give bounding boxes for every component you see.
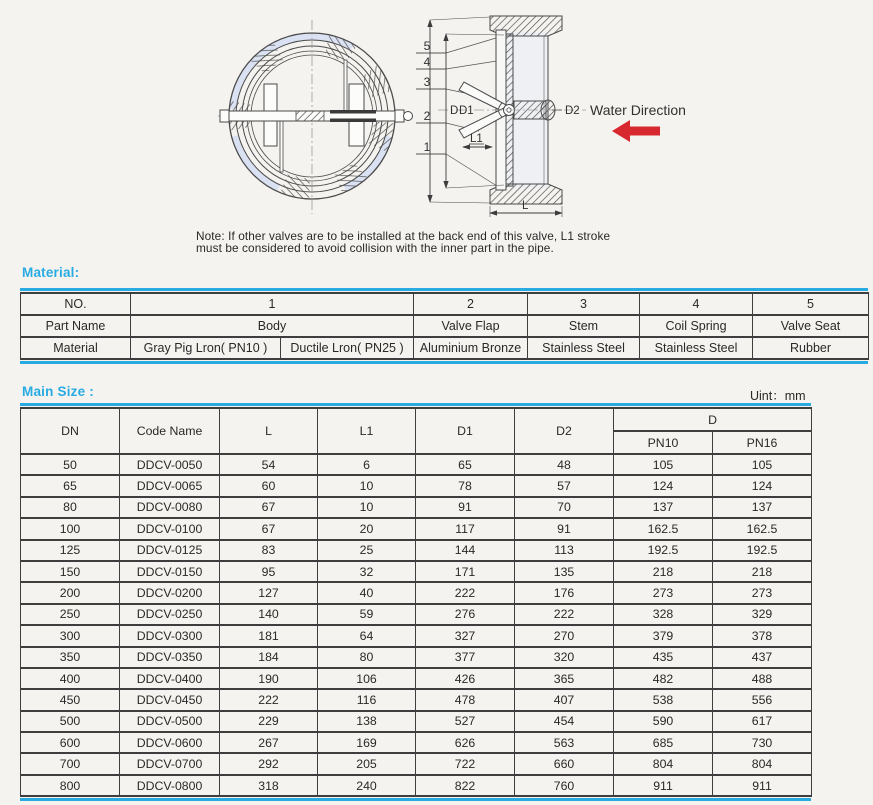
size-table-cell: 137 — [614, 497, 713, 518]
size-table-cell: 273 — [713, 582, 812, 603]
part-label-1: 1 — [423, 140, 431, 154]
size-header-row-1 — [21, 408, 812, 431]
size-table-cell: DDCV-0800 — [120, 775, 220, 796]
size-table-cell: 273 — [614, 582, 713, 603]
size-table-cell: 804 — [713, 753, 812, 774]
size-table-cell: 48 — [515, 454, 614, 475]
size-table-cell: 137 — [713, 497, 812, 518]
material-table — [20, 292, 869, 360]
size-table-cell: 730 — [713, 732, 812, 753]
size-table-row — [21, 647, 812, 668]
part-cell: Body — [131, 315, 414, 337]
size-table-cell: 800 — [21, 775, 120, 796]
size-table-row — [21, 604, 812, 625]
size-table-cell: 125 — [21, 540, 120, 561]
size-table-cell: 116 — [318, 689, 416, 710]
size-table-row — [21, 497, 812, 518]
size-table-cell: 59 — [318, 604, 416, 625]
size-table-cell: 200 — [21, 582, 120, 603]
size-table-cell: DDCV-0065 — [120, 475, 220, 496]
material-row-part — [21, 315, 869, 337]
main-size-table-body — [21, 454, 812, 796]
size-table-cell: 50 — [21, 454, 120, 475]
size-table-cell: 138 — [318, 711, 416, 732]
size-table-cell: 113 — [515, 540, 614, 561]
size-table-cell: 379 — [614, 625, 713, 646]
size-table-cell: 190 — [220, 668, 318, 689]
size-table-cell: 105 — [614, 454, 713, 475]
size-table-cell: 911 — [713, 775, 812, 796]
part-cell: Stem — [528, 315, 640, 337]
size-table-cell: 350 — [21, 647, 120, 668]
size-table-cell: 563 — [515, 732, 614, 753]
size-table-cell: 70 — [515, 497, 614, 518]
size-table-cell: 722 — [416, 753, 515, 774]
size-table-cell: 78 — [416, 475, 515, 496]
size-table-cell: 685 — [614, 732, 713, 753]
size-table-cell: 250 — [21, 604, 120, 625]
col-header-l: L — [220, 408, 318, 454]
material-cell: Rubber — [753, 337, 869, 359]
size-table-cell: 218 — [614, 561, 713, 582]
size-table-cell: 760 — [515, 775, 614, 796]
size-table-cell: 10 — [318, 497, 416, 518]
note-line-2: must be considered to avoid collision with the inner part in the pipe. — [196, 240, 554, 255]
size-table-cell: 91 — [515, 518, 614, 539]
size-table-cell: DDCV-0150 — [120, 561, 220, 582]
size-table-cell: 292 — [220, 753, 318, 774]
material-cell: Aluminium Bronze — [414, 337, 528, 359]
size-table-cell: 267 — [220, 732, 318, 753]
no-cell: 5 — [753, 293, 869, 315]
size-table-cell: 617 — [713, 711, 812, 732]
size-table-cell: 32 — [318, 561, 416, 582]
water-direction — [590, 102, 686, 142]
size-table-cell: 20 — [318, 518, 416, 539]
size-table-cell: 328 — [614, 604, 713, 625]
material-section-title: Material: — [22, 265, 80, 280]
size-table-cell: 527 — [416, 711, 515, 732]
size-table-row — [21, 561, 812, 582]
size-table-cell: 365 — [515, 668, 614, 689]
size-table-cell: DDCV-0600 — [120, 732, 220, 753]
size-table-cell: 700 — [21, 753, 120, 774]
size-table-cell: 10 — [318, 475, 416, 496]
size-table-cell: 911 — [614, 775, 713, 796]
size-table-cell: 320 — [515, 647, 614, 668]
size-table-cell: 176 — [515, 582, 614, 603]
size-table-cell: DDCV-0450 — [120, 689, 220, 710]
size-table-row — [21, 689, 812, 710]
size-table-cell: 127 — [220, 582, 318, 603]
size-table-row — [21, 775, 812, 796]
col-header-code: Code Name — [120, 408, 220, 454]
size-table-cell: 822 — [416, 775, 515, 796]
size-table-cell: 229 — [220, 711, 318, 732]
size-table-cell: 327 — [416, 625, 515, 646]
size-table-cell: 205 — [318, 753, 416, 774]
front-view-drawing — [206, 10, 417, 221]
unit-label: Uint：mm — [750, 389, 806, 403]
no-cell: 4 — [640, 293, 753, 315]
size-table-cell: 83 — [220, 540, 318, 561]
size-table-cell: 600 — [21, 732, 120, 753]
size-table-row — [21, 711, 812, 732]
size-table-cell: 538 — [614, 689, 713, 710]
size-table-cell: 378 — [713, 625, 812, 646]
size-table-cell: 218 — [713, 561, 812, 582]
size-table-cell: 40 — [318, 582, 416, 603]
size-table-cell: 437 — [713, 647, 812, 668]
part-cell: Coil Spring — [640, 315, 753, 337]
size-table-cell: 804 — [614, 753, 713, 774]
valve-technical-drawing — [0, 0, 873, 228]
size-table-cell: 556 — [713, 689, 812, 710]
water-direction-label: Water Direction — [590, 102, 686, 118]
col-header-l1: L1 — [318, 408, 416, 454]
size-table-cell: 65 — [416, 454, 515, 475]
size-table-row — [21, 732, 812, 753]
size-table-cell: 184 — [220, 647, 318, 668]
size-table-cell: 276 — [416, 604, 515, 625]
size-table-cell: 169 — [318, 732, 416, 753]
size-table-cell: 329 — [713, 604, 812, 625]
size-table-row — [21, 668, 812, 689]
water-direction-arrow-icon — [612, 120, 660, 142]
size-table-cell: DDCV-0500 — [120, 711, 220, 732]
size-table-cell: 64 — [318, 625, 416, 646]
size-table-cell: 144 — [416, 540, 515, 561]
size-table-cell: 135 — [515, 561, 614, 582]
dim-label-d2: D2 — [565, 105, 580, 117]
size-table-cell: 162.5 — [713, 518, 812, 539]
size-table-cell: 105 — [713, 454, 812, 475]
size-table-cell: DDCV-0125 — [120, 540, 220, 561]
material-cell: Stainless Steel — [528, 337, 640, 359]
col-header-dn: DN — [21, 408, 120, 454]
size-table-cell: 192.5 — [713, 540, 812, 561]
size-table-cell: 124 — [713, 475, 812, 496]
size-table-cell: 482 — [614, 668, 713, 689]
no-cell: 3 — [528, 293, 640, 315]
size-table-cell: 80 — [21, 497, 120, 518]
size-table-cell: 6 — [318, 454, 416, 475]
col-header-pn16: PN16 — [713, 431, 812, 454]
size-table-cell: 150 — [21, 561, 120, 582]
size-table-cell: DDCV-0250 — [120, 604, 220, 625]
size-table-cell: 117 — [416, 518, 515, 539]
size-table-cell: 80 — [318, 647, 416, 668]
size-table-cell: 300 — [21, 625, 120, 646]
size-table-row — [21, 625, 812, 646]
size-table-cell: 318 — [220, 775, 318, 796]
size-table-cell: 400 — [21, 668, 120, 689]
size-table-cell: 377 — [416, 647, 515, 668]
row-header-material: Material — [21, 337, 131, 359]
dim-label-l: L — [522, 200, 529, 212]
material-cell: Gray Pig Lron( PN10 ) — [131, 337, 281, 359]
size-table-cell: 65 — [21, 475, 120, 496]
material-cell: Stainless Steel — [640, 337, 753, 359]
size-table-cell: 100 — [21, 518, 120, 539]
dim-label-l1: L1 — [470, 133, 483, 145]
size-table-cell: 407 — [515, 689, 614, 710]
size-table-cell: 54 — [220, 454, 318, 475]
dim-label-d1: D1 — [459, 105, 474, 117]
size-table-cell: 450 — [21, 689, 120, 710]
note-line-1: Note: If other valves are to be installed at the back end of this valve, L1 stroke — [196, 229, 611, 243]
row-header-part: Part Name — [21, 315, 131, 337]
material-row-material — [21, 337, 869, 359]
size-table-row — [21, 518, 812, 539]
size-table-cell: DDCV-0400 — [120, 668, 220, 689]
size-table-cell: DDCV-0350 — [120, 647, 220, 668]
size-table-cell: 454 — [515, 711, 614, 732]
part-label-2: 2 — [423, 109, 431, 123]
size-table-cell: DDCV-0300 — [120, 625, 220, 646]
size-table-cell: 240 — [318, 775, 416, 796]
size-table-cell: 500 — [21, 711, 120, 732]
part-cell: Valve Flap — [414, 315, 528, 337]
size-table-cell: 270 — [515, 625, 614, 646]
dim-label-d: D — [450, 105, 459, 117]
col-header-d2: D2 — [515, 408, 614, 454]
size-table-cell: 426 — [416, 668, 515, 689]
col-header-d: D — [614, 408, 812, 431]
size-table-row — [21, 454, 812, 475]
col-header-d1: D1 — [416, 408, 515, 454]
size-table-cell: 192.5 — [614, 540, 713, 561]
size-table-row — [21, 582, 812, 603]
size-table-cell: DDCV-0700 — [120, 753, 220, 774]
size-table-cell: 106 — [318, 668, 416, 689]
size-table-cell: 222 — [416, 582, 515, 603]
part-cell: Valve Seat — [753, 315, 869, 337]
material-table-wrap — [20, 288, 868, 364]
no-cell: 2 — [414, 293, 528, 315]
size-table-cell: 162.5 — [614, 518, 713, 539]
material-cell: Ductile Lron( PN25 ) — [281, 337, 414, 359]
size-table-cell: 60 — [220, 475, 318, 496]
part-label-5: 5 — [423, 39, 431, 53]
size-table-cell: 91 — [416, 497, 515, 518]
size-table-cell: 660 — [515, 753, 614, 774]
col-header-pn10: PN10 — [614, 431, 713, 454]
main-size-section-title: Main Size : — [22, 384, 94, 399]
size-table-cell: 67 — [220, 518, 318, 539]
size-table-cell: DDCV-0100 — [120, 518, 220, 539]
main-size-table-wrap — [20, 403, 811, 801]
part-label-3: 3 — [423, 75, 431, 89]
size-table-cell: 181 — [220, 625, 318, 646]
size-table-cell: 57 — [515, 475, 614, 496]
size-table-cell: DDCV-0200 — [120, 582, 220, 603]
size-table-cell: 124 — [614, 475, 713, 496]
material-row-no — [21, 293, 869, 315]
size-table-cell: 590 — [614, 711, 713, 732]
size-table-cell: 140 — [220, 604, 318, 625]
row-header-no: NO. — [21, 293, 131, 315]
size-table-cell: 95 — [220, 561, 318, 582]
no-cell: 1 — [131, 293, 414, 315]
size-table-cell: 67 — [220, 497, 318, 518]
size-table-cell: 488 — [713, 668, 812, 689]
size-table-cell: 435 — [614, 647, 713, 668]
size-table-cell: 25 — [318, 540, 416, 561]
size-table-cell: DDCV-0080 — [120, 497, 220, 518]
size-table-cell: 222 — [515, 604, 614, 625]
size-table-cell: 222 — [220, 689, 318, 710]
size-table-row — [21, 475, 812, 496]
note-text — [196, 231, 696, 254]
main-size-table — [20, 407, 812, 797]
size-table-row — [21, 753, 812, 774]
size-table-cell: 626 — [416, 732, 515, 753]
size-table-row — [21, 540, 812, 561]
size-table-cell: 478 — [416, 689, 515, 710]
size-table-cell: DDCV-0050 — [120, 454, 220, 475]
size-table-cell: 171 — [416, 561, 515, 582]
part-label-4: 4 — [423, 55, 431, 69]
